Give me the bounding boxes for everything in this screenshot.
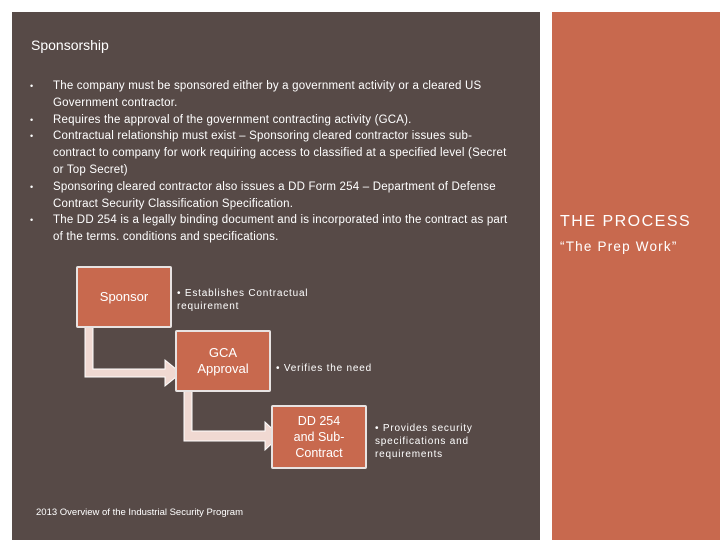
bullet-marker: • <box>30 131 34 142</box>
bullet-marker: • <box>30 215 34 226</box>
bullet-item <box>30 78 510 112</box>
sidebar-heading: THE PROCESS <box>560 213 692 230</box>
sidebar-subheading: “The Prep Work” <box>560 239 678 254</box>
step-note: • Establishes Contractual requirement <box>177 288 309 312</box>
bullet-text: Sponsoring cleared contractor also issues a DD Form 254 – Department of Defense Contract Security Classification Specification. <box>53 180 496 210</box>
bullet-text: The company must be sponsored either by a government activity or a cleared US Government contractor. <box>53 80 482 109</box>
bullet-item <box>30 128 510 178</box>
step-label: Sponsor <box>99 289 149 304</box>
bullet-item <box>30 112 510 129</box>
bullet-text: The DD 254 is a legally binding document and is incorporated into the contract as part of the terms. conditions and specifications. <box>53 214 508 244</box>
slide-title: Sponsorship <box>31 37 109 53</box>
step-note: • Provides security specifications and requirements <box>375 423 473 460</box>
footer-text: 2013 Overview of the Industrial Security Program <box>36 507 243 518</box>
step-box-dd254 <box>271 405 367 469</box>
bullet-item <box>30 179 510 213</box>
bullet-marker: • <box>30 114 34 125</box>
accent-sidebar <box>552 12 720 540</box>
bullet-list <box>30 78 510 246</box>
step-box-sponsor <box>76 266 172 328</box>
bullet-marker: • <box>30 81 34 91</box>
step-label: GCA Approval <box>197 345 249 376</box>
step-box-gca-approval <box>175 330 271 392</box>
bullet-item <box>30 212 510 246</box>
step-note: • Verifies the need <box>276 363 372 374</box>
bullet-marker: • <box>30 181 34 192</box>
bullet-text: Contractual relationship must exist – Sponsoring cleared contractor issues sub-contract to company for work requiring access to classified at a specified level (Secret or Top Secret) <box>53 130 507 176</box>
step-label: DD 254 and Sub-Contract <box>293 414 345 460</box>
bullet-text: Requires the approval of the government contracting activity (GCA). <box>53 113 412 126</box>
